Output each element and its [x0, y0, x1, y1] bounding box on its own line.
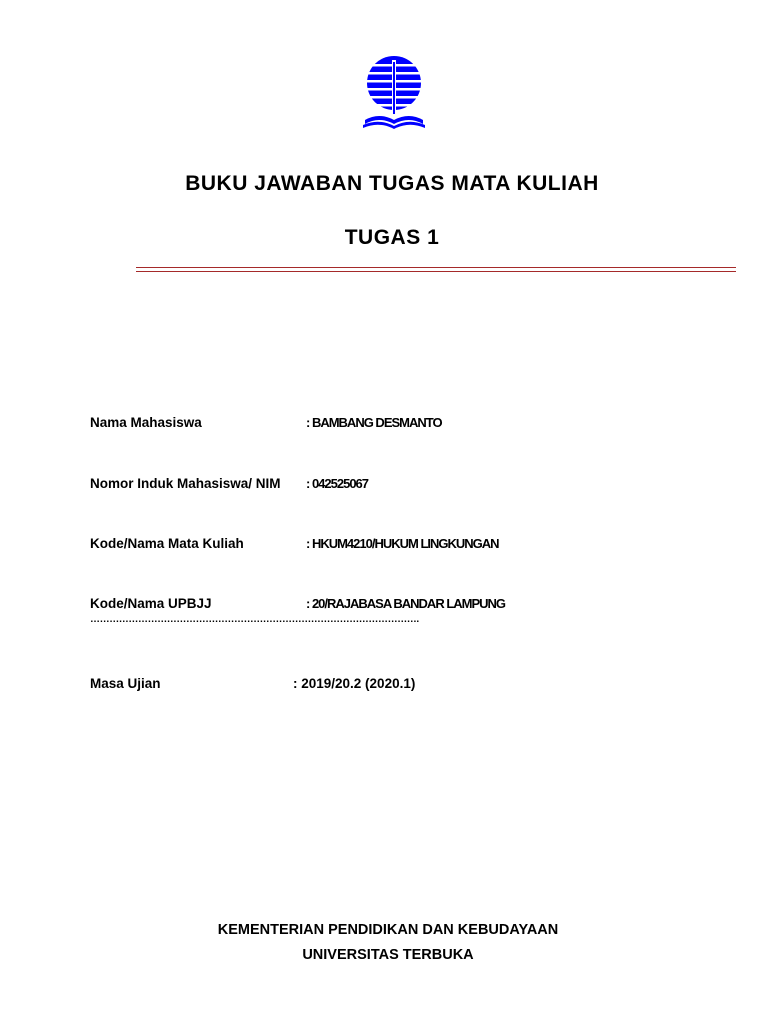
universitas-terbuka-logo-icon — [361, 56, 427, 130]
header-divider — [136, 267, 736, 268]
field-label: Kode/Nama Mata Kuliah — [90, 536, 244, 551]
document-title: BUKU JAWABAN TUGAS MATA KULIAH — [185, 172, 599, 195]
field-value: : HKUM4210/HUKUM LINGKUNGAN — [306, 536, 499, 551]
field-value: : 2019/20.2 (2020.1) — [293, 676, 416, 691]
document-subtitle: TUGAS 1 — [344, 226, 440, 249]
header-divider — [136, 271, 736, 272]
field-value: : 042525067 — [306, 476, 369, 491]
footer-university: UNIVERSITAS TERBUKA — [302, 947, 474, 963]
dotted-separator: …………………………………………………………………………………………. — [90, 614, 419, 625]
field-label: Nomor Induk Mahasiswa/ NIM — [90, 476, 281, 491]
field-label: Masa Ujian — [90, 676, 161, 691]
field-value: : 20/RAJABASA BANDAR LAMPUNG — [306, 596, 506, 611]
field-label: Kode/Nama UPBJJ — [90, 596, 212, 611]
field-label: Nama Mahasiswa — [90, 415, 202, 430]
footer-ministry: KEMENTERIAN PENDIDIKAN DAN KEBUDAYAAN — [217, 922, 559, 938]
field-value: : BAMBANG DESMANTO — [306, 415, 442, 430]
